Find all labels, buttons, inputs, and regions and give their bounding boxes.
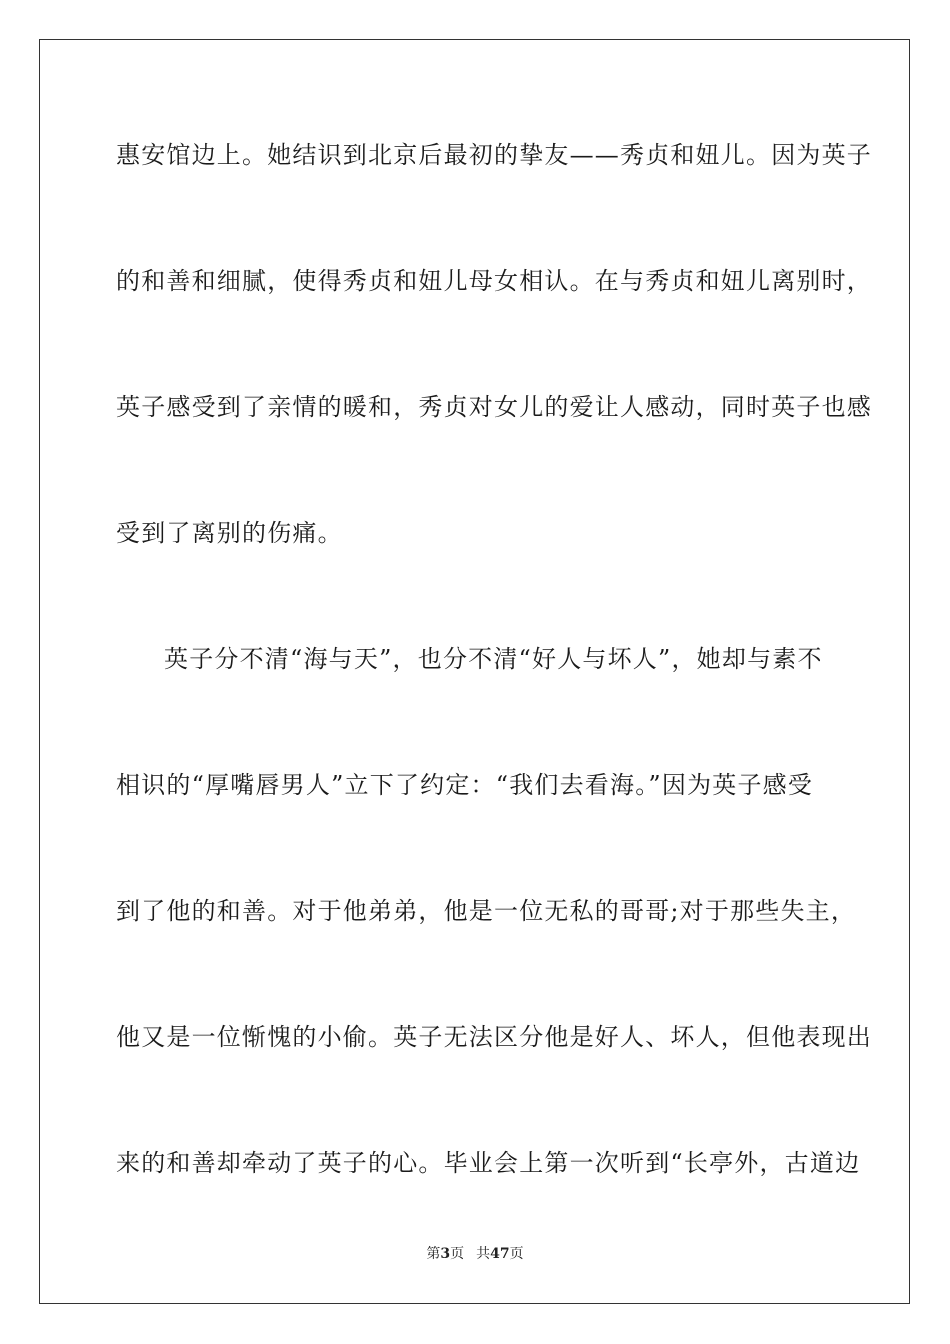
- document-body: [116, 126, 872, 1260]
- page-suffix: 页: [450, 1246, 465, 1262]
- total-prefix: 共: [476, 1246, 491, 1262]
- text-line-9: 来的和善却牵动了英子的心。毕业会上第一次听到“长亭外，古道边: [116, 1149, 861, 1177]
- total-pages: 47: [490, 1246, 510, 1262]
- page-number: 3: [440, 1246, 451, 1262]
- text-line-5-paragraph-start: 英子分不清“海与天”，也分不清“好人与坏人”，她却与素不: [164, 645, 823, 673]
- text-line-2: 的和善和细腻，使得秀贞和妞儿母女相认。在与秀贞和妞儿离别时，: [116, 267, 872, 295]
- total-suffix: 页: [509, 1246, 524, 1262]
- text-line-4: 受到了离别的伤痛。: [116, 519, 343, 547]
- text-line-3: 英子感受到了亲情的暖和，秀贞对女儿的爱让人感动，同时英子也感: [116, 393, 872, 421]
- page-prefix: 第: [426, 1246, 441, 1262]
- text-line-8: 他又是一位惭愧的小偷。英子无法区分他是好人、坏人，但他表现出: [116, 1023, 872, 1051]
- text-line-7: 到了他的和善。对于他弟弟，他是一位无私的哥哥;对于那些失主，: [116, 897, 857, 925]
- text-line-6: 相识的“厚嘴唇男人”立下了约定：“我们去看海。”因为英子感受: [116, 771, 814, 799]
- page-footer: [0, 1244, 950, 1264]
- text-line-1: 惠安馆边上。她结识到北京后最初的挚友——秀贞和妞儿。因为英子: [116, 141, 872, 169]
